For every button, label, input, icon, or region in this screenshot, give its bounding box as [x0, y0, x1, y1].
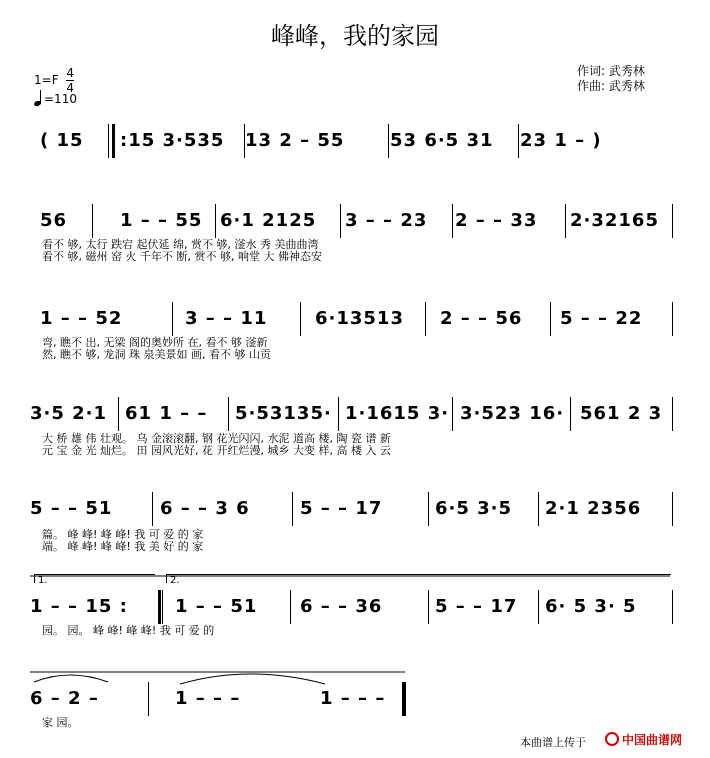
measure: :15 3·535	[120, 130, 225, 151]
measure: 53 6·5 31	[390, 130, 494, 151]
composer: 作曲: 武秀林	[577, 79, 645, 93]
lyric-line: 端。 峰 峰! 峰 峰! 我 美 好 的 家	[42, 540, 204, 553]
time-bottom: 4	[66, 81, 75, 95]
measure: 2 – – 56	[440, 308, 523, 329]
song-title: 峰峰，我的家园	[271, 22, 439, 50]
measure: 2·32165	[570, 210, 659, 231]
measure: 5·53135·	[235, 403, 332, 424]
measure: 6 – 2 –	[30, 688, 99, 709]
measure: 1·1615 3·	[345, 403, 450, 424]
measure: 1 – – 52	[40, 308, 123, 329]
measure: 1 – – –	[320, 688, 386, 709]
measure: 1 – – 55	[120, 210, 203, 231]
lyric-line: 然, 瞧不 够, 龙洞 珠 泉美景如 画, 看不 够 山贡	[42, 348, 271, 361]
lyric-line: 大 桥 雄 伟 壮观。 乌 金滚滚翻, 钢 花光闪闪, 水泥 道高 楼, 陶 瓷 谱 新	[42, 432, 391, 445]
measure: 6·1 2125	[220, 210, 317, 231]
lyric-line: 看不 够, 太行 跌宕 起伏延 绵, 赏不 够, 滏水 秀 美曲曲湾	[42, 238, 319, 251]
second-ending-number: 2.	[170, 575, 180, 586]
measure: 5 – – 17	[435, 596, 518, 617]
lyricist: 作词: 武秀林	[577, 64, 645, 78]
measure: 23 1 – )	[520, 130, 602, 151]
lyric-line: 家 园。	[42, 716, 79, 729]
measure: 5 – – 17	[300, 498, 383, 519]
lyric-line: 园。 园。 峰 峰! 峰 峰! 我 可 爱 的	[42, 624, 215, 637]
measure: 61 1 – –	[125, 403, 208, 424]
lyric-line: 篇。 峰 峰! 峰 峰! 我 可 爱 的 家	[42, 528, 204, 541]
measure: 3 – – 11	[185, 308, 268, 329]
measure: 6·13513	[315, 308, 404, 329]
lyric-line: 看不 够, 磁州 窑 火 千年不 断, 赏不 够, 响堂 大 佛神态安	[42, 250, 322, 263]
measure: 6 – – 36	[300, 596, 383, 617]
measure: 561 2 3	[580, 403, 663, 424]
time-top: 4	[66, 66, 75, 80]
measure: 2 – – 33	[455, 210, 538, 231]
first-ending-number: 1.	[38, 575, 48, 586]
measure: 3 – – 23	[345, 210, 428, 231]
measure: 3·523 16·	[460, 403, 565, 424]
measure: 6·5 3·5	[435, 498, 513, 519]
measure: 5 – – 51	[30, 498, 113, 519]
measure: 3·5 2·1	[30, 403, 108, 424]
lyric-line: 元 宝 金 光 灿烂。 田 园风光好, 花 开红烂漫, 城乡 大变 样, 高 楼 入 云	[42, 444, 391, 457]
key-label: 1=F	[34, 73, 59, 87]
logo-text: 中国曲谱网	[622, 733, 683, 747]
lyric-line: 弯, 瞧不 出, 无梁 阁的奥妙所 在, 看不 够 滏新	[42, 336, 268, 349]
measure: 13 2 – 55	[245, 130, 345, 151]
measure: 6 – – 3 6	[160, 498, 250, 519]
measure: ( 15	[40, 130, 84, 151]
tempo-value: =110	[44, 92, 77, 106]
measure: 1 – – –	[175, 688, 241, 709]
measure: 56	[40, 210, 68, 231]
measure: 1 – – 51	[175, 596, 258, 617]
measure: 2·1 2356	[545, 498, 642, 519]
measure: 5 – – 22	[560, 308, 643, 329]
measure: 6· 5 3· 5	[545, 596, 637, 617]
footer-text: 本曲谱上传于	[520, 736, 586, 749]
measure: 1 – – 15 :	[30, 596, 128, 617]
